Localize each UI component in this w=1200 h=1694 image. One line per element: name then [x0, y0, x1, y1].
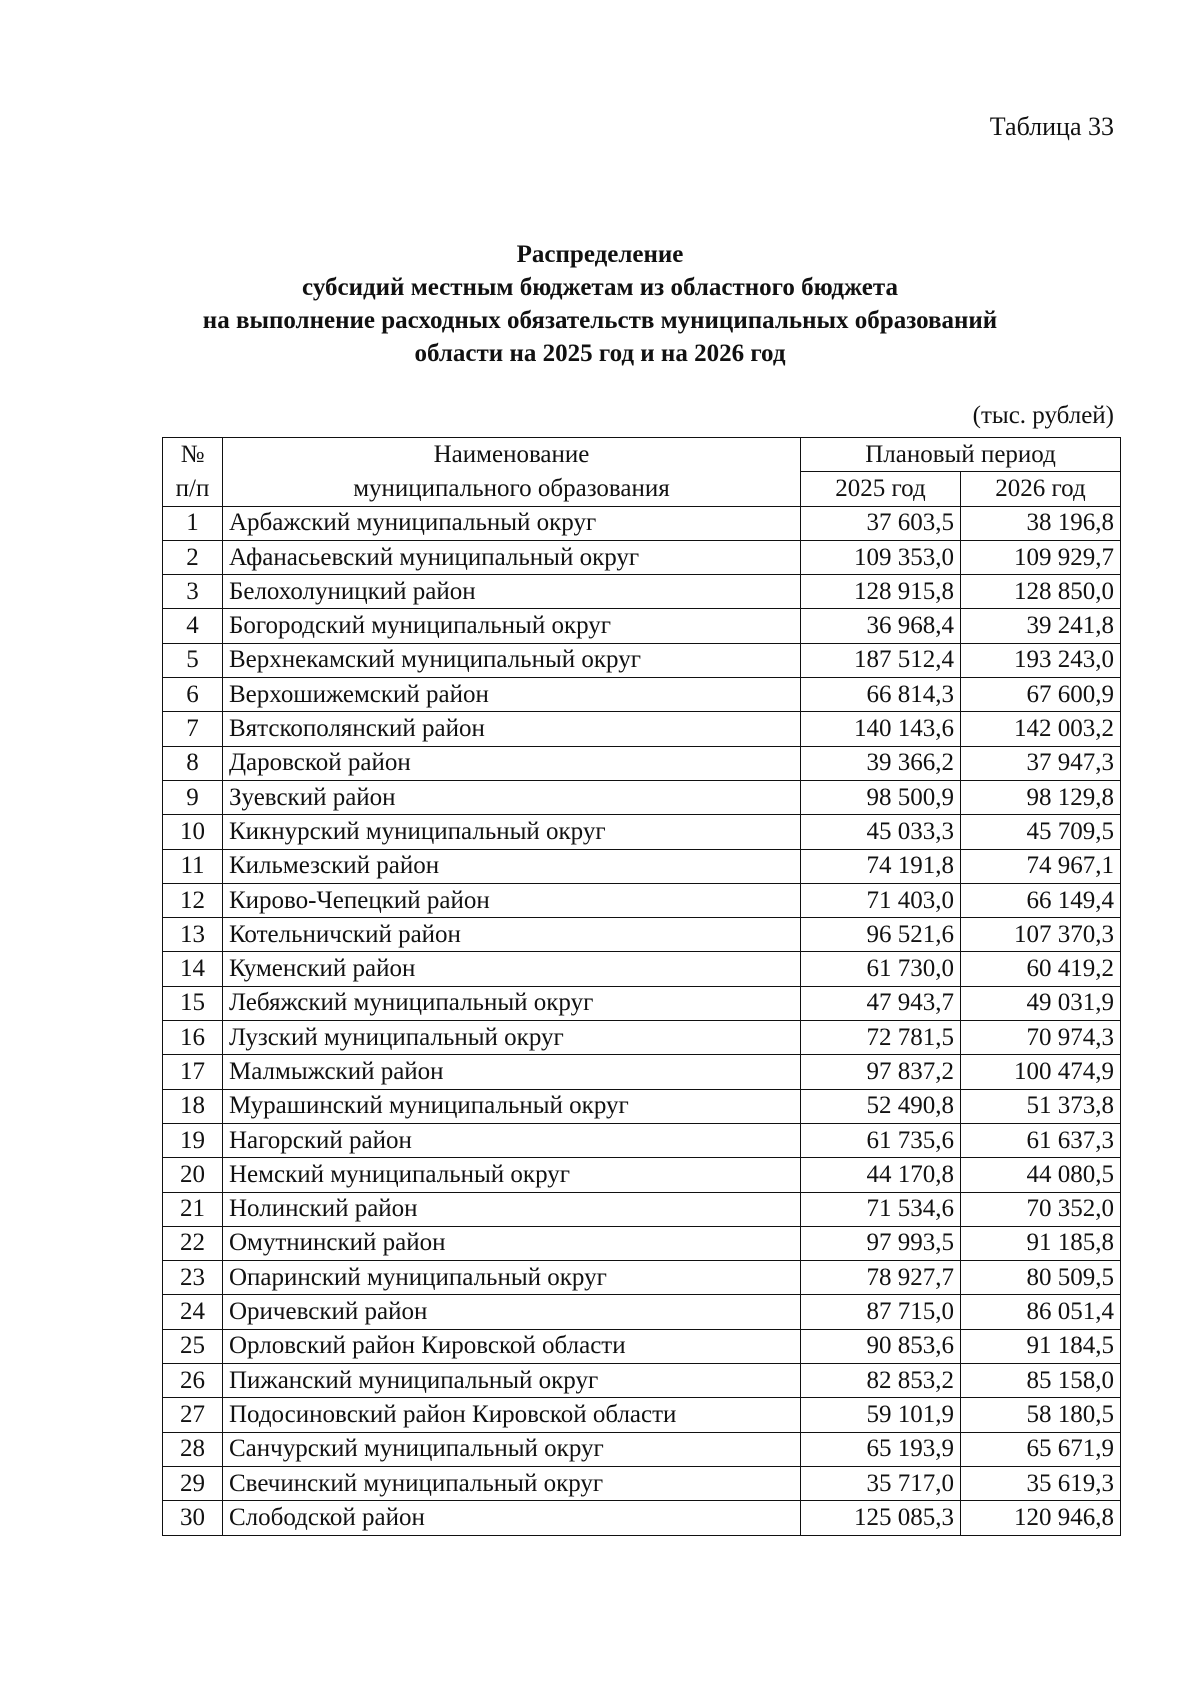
table-row: [163, 1226, 1121, 1260]
value-2026: 109 929,7: [961, 540, 1121, 574]
municipality-name: Оричевский район: [223, 1295, 801, 1329]
row-number: 13: [163, 918, 223, 952]
row-number: 5: [163, 643, 223, 677]
value-2026: 67 600,9: [961, 678, 1121, 712]
value-2025: 72 781,5: [801, 1021, 961, 1055]
value-2025: 97 837,2: [801, 1055, 961, 1089]
row-number: 30: [163, 1501, 223, 1535]
municipality-name: Пижанский муниципальный округ: [223, 1364, 801, 1398]
value-2026: 51 373,8: [961, 1089, 1121, 1123]
value-2025: 39 366,2: [801, 746, 961, 780]
value-2025: 128 915,8: [801, 575, 961, 609]
row-number: 4: [163, 609, 223, 643]
row-number: 2: [163, 540, 223, 574]
table-row: [163, 1329, 1121, 1363]
value-2026: 142 003,2: [961, 712, 1121, 746]
value-2025: 71 403,0: [801, 883, 961, 917]
table-row: [163, 746, 1121, 780]
municipality-name: Даровской район: [223, 746, 801, 780]
table-row: [163, 1192, 1121, 1226]
value-2026: 44 080,5: [961, 1158, 1121, 1192]
value-2025: 87 715,0: [801, 1295, 961, 1329]
header-number-bottom: п/п: [163, 472, 223, 506]
municipality-name: Богородский муниципальный округ: [223, 609, 801, 643]
value-2026: 120 946,8: [961, 1501, 1121, 1535]
municipality-name: Куменский район: [223, 952, 801, 986]
municipality-name: Санчурский муниципальный округ: [223, 1432, 801, 1466]
value-2026: 91 184,5: [961, 1329, 1121, 1363]
subsidy-table: [162, 437, 1121, 1536]
value-2026: 193 243,0: [961, 643, 1121, 677]
value-2026: 91 185,8: [961, 1226, 1121, 1260]
municipality-name: Котельничский район: [223, 918, 801, 952]
municipality-name: Кирово-Чепецкий район: [223, 883, 801, 917]
value-2026: 80 509,5: [961, 1261, 1121, 1295]
row-number: 7: [163, 712, 223, 746]
table-row: [163, 540, 1121, 574]
municipality-name: Кикнурский муниципальный округ: [223, 815, 801, 849]
value-2025: 59 101,9: [801, 1398, 961, 1432]
row-number: 28: [163, 1432, 223, 1466]
row-number: 15: [163, 986, 223, 1020]
value-2025: 35 717,0: [801, 1466, 961, 1500]
municipality-name: Арбажский муниципальный округ: [223, 506, 801, 540]
row-number: 29: [163, 1466, 223, 1500]
value-2025: 125 085,3: [801, 1501, 961, 1535]
value-2026: 39 241,8: [961, 609, 1121, 643]
table-row: [163, 1466, 1121, 1500]
value-2026: 70 352,0: [961, 1192, 1121, 1226]
units-label: (тыс. рублей): [972, 402, 1114, 429]
row-number: 10: [163, 815, 223, 849]
table-row: [163, 780, 1121, 814]
table-row: [163, 1055, 1121, 1089]
table-row: [163, 883, 1121, 917]
municipality-name: Немский муниципальный округ: [223, 1158, 801, 1192]
municipality-name: Подосиновский район Кировской области: [223, 1398, 801, 1432]
value-2025: 36 968,4: [801, 609, 961, 643]
table-row: [163, 815, 1121, 849]
header-year-2026: 2026 год: [961, 472, 1121, 506]
table-row: [163, 506, 1121, 540]
row-number: 8: [163, 746, 223, 780]
row-number: 16: [163, 1021, 223, 1055]
value-2025: 74 191,8: [801, 849, 961, 883]
row-number: 27: [163, 1398, 223, 1432]
table-label: Таблица 33: [989, 112, 1114, 141]
row-number: 25: [163, 1329, 223, 1363]
value-2025: 61 730,0: [801, 952, 961, 986]
value-2026: 45 709,5: [961, 815, 1121, 849]
title-line: Распределение: [516, 241, 684, 268]
table-row: [163, 1123, 1121, 1157]
value-2025: 97 993,5: [801, 1226, 961, 1260]
table-row: [163, 986, 1121, 1020]
row-number: 1: [163, 506, 223, 540]
value-2026: 37 947,3: [961, 746, 1121, 780]
municipality-name: Вятскополянский район: [223, 712, 801, 746]
row-number: 9: [163, 780, 223, 814]
value-2026: 49 031,9: [961, 986, 1121, 1020]
value-2026: 60 419,2: [961, 952, 1121, 986]
value-2025: 44 170,8: [801, 1158, 961, 1192]
table-row: [163, 1501, 1121, 1535]
municipality-name: Афанасьевский муниципальный округ: [223, 540, 801, 574]
table-row: [163, 1398, 1121, 1432]
municipality-name: Верхнекамский муниципальный округ: [223, 643, 801, 677]
row-number: 6: [163, 678, 223, 712]
table-row: [163, 1089, 1121, 1123]
value-2025: 45 033,3: [801, 815, 961, 849]
value-2025: 96 521,6: [801, 918, 961, 952]
row-number: 17: [163, 1055, 223, 1089]
table-row: [163, 1364, 1121, 1398]
municipality-name: Нолинский район: [223, 1192, 801, 1226]
document-title: [150, 238, 1050, 370]
table-row: [163, 849, 1121, 883]
value-2025: 187 512,4: [801, 643, 961, 677]
municipality-name: Лузский муниципальный округ: [223, 1021, 801, 1055]
municipality-name: Орловский район Кировской области: [223, 1329, 801, 1363]
value-2025: 65 193,9: [801, 1432, 961, 1466]
table-body: [163, 506, 1121, 1535]
value-2026: 70 974,3: [961, 1021, 1121, 1055]
value-2026: 98 129,8: [961, 780, 1121, 814]
table-row: [163, 575, 1121, 609]
value-2026: 58 180,5: [961, 1398, 1121, 1432]
value-2025: 66 814,3: [801, 678, 961, 712]
municipality-name: Слободской район: [223, 1501, 801, 1535]
row-number: 24: [163, 1295, 223, 1329]
value-2025: 52 490,8: [801, 1089, 961, 1123]
municipality-name: Свечинский муниципальный округ: [223, 1466, 801, 1500]
header-number-top: №: [163, 438, 223, 472]
value-2025: 98 500,9: [801, 780, 961, 814]
table-row: [163, 643, 1121, 677]
title-line: на выполнение расходных обязательств муниципальных образований: [202, 307, 998, 334]
title-line: субсидий местным бюджетам из областного бюджета: [302, 274, 898, 301]
value-2025: 78 927,7: [801, 1261, 961, 1295]
header-planning-period: Плановый период: [801, 438, 1121, 472]
row-number: 23: [163, 1261, 223, 1295]
value-2025: 90 853,6: [801, 1329, 961, 1363]
municipality-name: Нагорский район: [223, 1123, 801, 1157]
value-2025: 82 853,2: [801, 1364, 961, 1398]
municipality-name: Белохолуницкий район: [223, 575, 801, 609]
municipality-name: Малмыжский район: [223, 1055, 801, 1089]
table-row: [163, 678, 1121, 712]
table-header: [163, 438, 1121, 507]
municipality-name: Мурашинский муниципальный округ: [223, 1089, 801, 1123]
table-row: [163, 1021, 1121, 1055]
municipality-name: Омутнинский район: [223, 1226, 801, 1260]
row-number: 26: [163, 1364, 223, 1398]
municipality-name: Кильмезский район: [223, 849, 801, 883]
value-2026: 61 637,3: [961, 1123, 1121, 1157]
table-row: [163, 952, 1121, 986]
table-row: [163, 1432, 1121, 1466]
value-2025: 37 603,5: [801, 506, 961, 540]
row-number: 19: [163, 1123, 223, 1157]
municipality-name: Зуевский район: [223, 780, 801, 814]
value-2026: 38 196,8: [961, 506, 1121, 540]
value-2026: 86 051,4: [961, 1295, 1121, 1329]
value-2026: 65 671,9: [961, 1432, 1121, 1466]
municipality-name: Верхошижемский район: [223, 678, 801, 712]
row-number: 11: [163, 849, 223, 883]
value-2025: 61 735,6: [801, 1123, 961, 1157]
table-row: [163, 1158, 1121, 1192]
header-name-bottom: муниципального образования: [223, 472, 801, 506]
row-number: 18: [163, 1089, 223, 1123]
header-year-2025: 2025 год: [801, 472, 961, 506]
table-row: [163, 1261, 1121, 1295]
title-line: области на 2025 год и на 2026 год: [414, 340, 786, 367]
value-2026: 107 370,3: [961, 918, 1121, 952]
row-number: 21: [163, 1192, 223, 1226]
row-number: 12: [163, 883, 223, 917]
value-2026: 35 619,3: [961, 1466, 1121, 1500]
table-row: [163, 918, 1121, 952]
value-2026: 128 850,0: [961, 575, 1121, 609]
municipality-name: Опаринский муниципальный округ: [223, 1261, 801, 1295]
value-2026: 100 474,9: [961, 1055, 1121, 1089]
value-2025: 109 353,0: [801, 540, 961, 574]
municipality-name: Лебяжский муниципальный округ: [223, 986, 801, 1020]
value-2026: 85 158,0: [961, 1364, 1121, 1398]
value-2025: 140 143,6: [801, 712, 961, 746]
row-number: 22: [163, 1226, 223, 1260]
value-2025: 47 943,7: [801, 986, 961, 1020]
table-row: [163, 712, 1121, 746]
value-2026: 66 149,4: [961, 883, 1121, 917]
header-name-top: Наименование: [223, 438, 801, 472]
table-row: [163, 609, 1121, 643]
row-number: 20: [163, 1158, 223, 1192]
table-row: [163, 1295, 1121, 1329]
row-number: 3: [163, 575, 223, 609]
value-2025: 71 534,6: [801, 1192, 961, 1226]
value-2026: 74 967,1: [961, 849, 1121, 883]
row-number: 14: [163, 952, 223, 986]
